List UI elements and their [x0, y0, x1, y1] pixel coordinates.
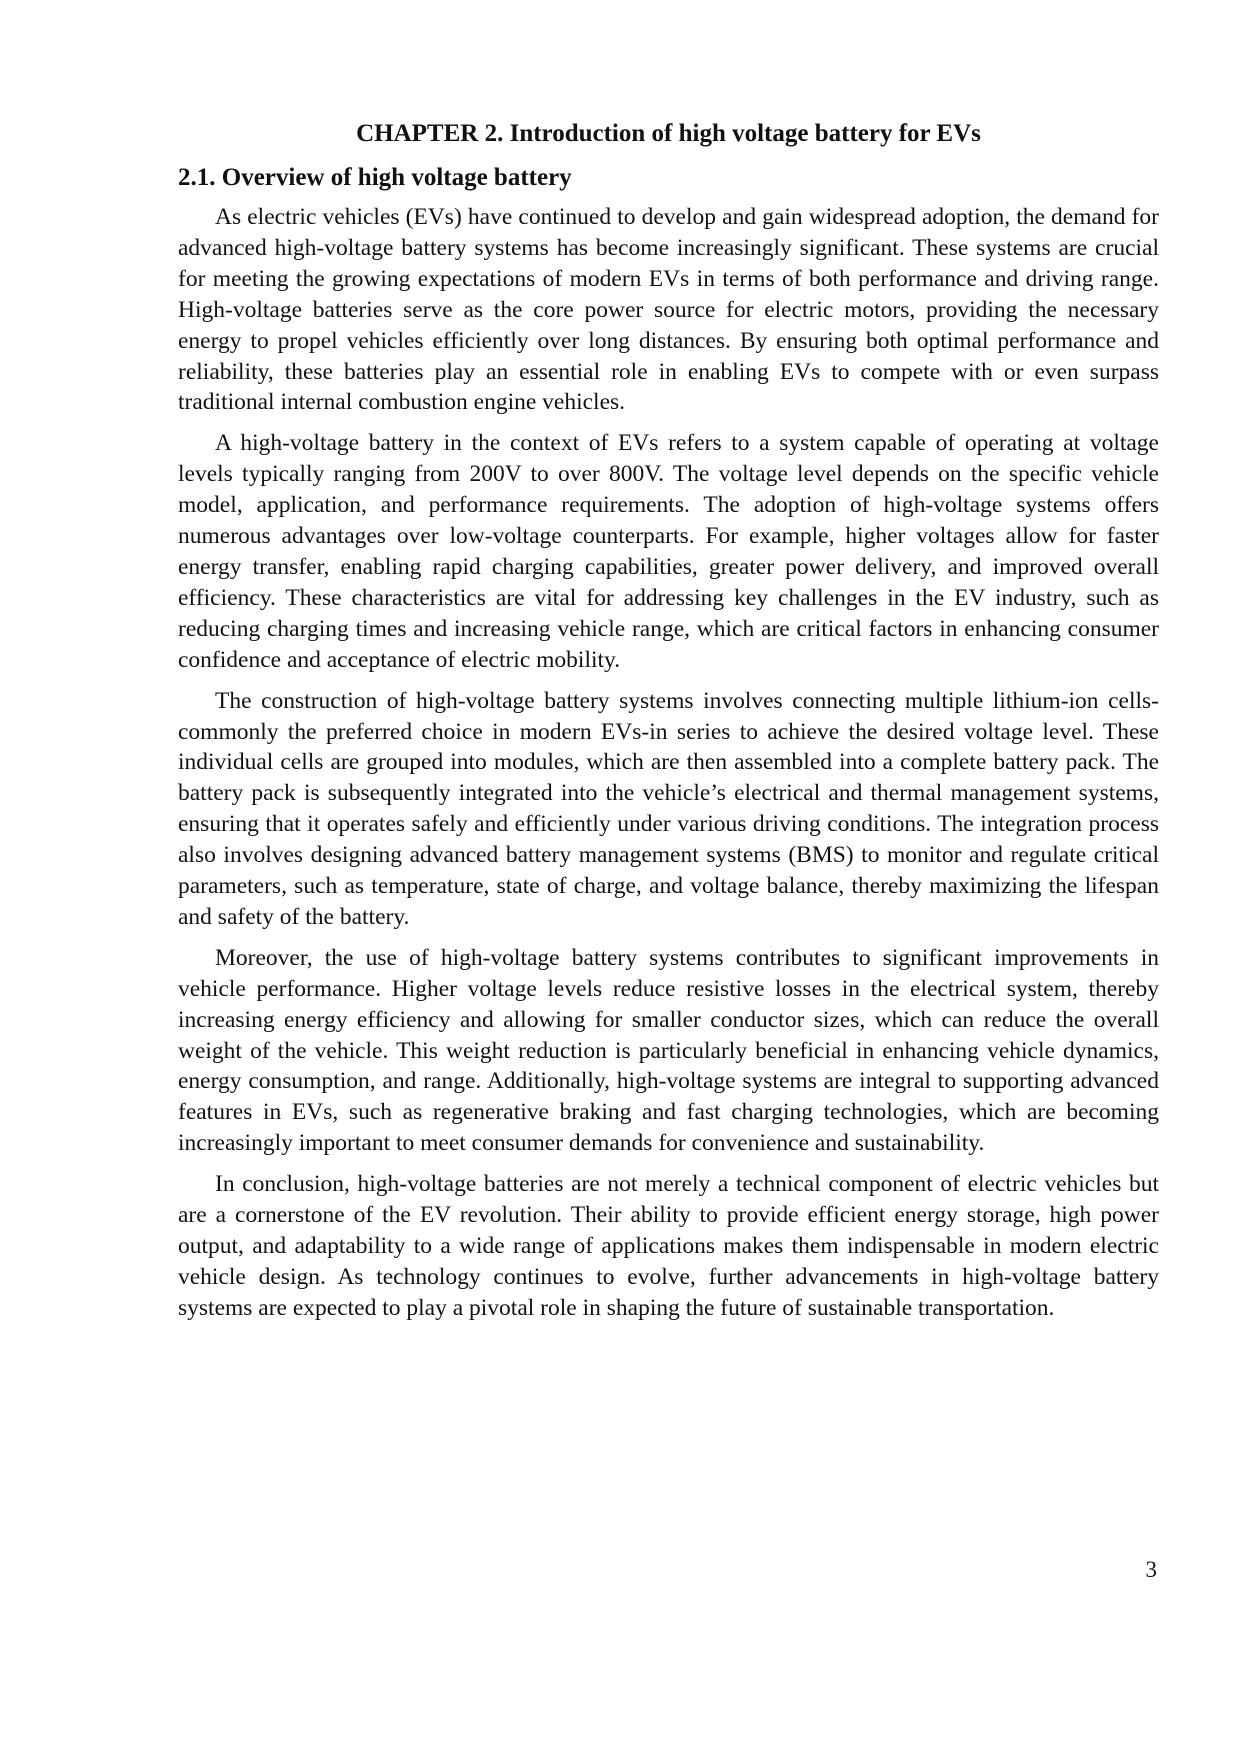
- paragraph-overview-intro: As electric vehicles (EVs) have continued to develop and gain widespread adoption, the demand for advanced high-voltage battery systems has become increasingly significant. These systems are crucial for meeting the growing expectations of modern EVs in terms of both performance and driving range. High-voltage batteries serve as the core power source for electric motors, providing the necessary energy to propel vehicles efficiently over long distances. By ensuring both optimal performance and reliability, these batteries play an essential role in enabling EVs to compete with or even surpass traditional internal combustion engine vehicles.: [178, 204, 1159, 416]
- paragraph-performance: Moreover, the use of high-voltage battery systems contributes to significant improvements in vehicle performance. Higher voltage levels reduce resistive losses in the electrical system, thereby increasing energy efficiency and allowing for smaller conductor sizes, which can reduce the overall weight of the vehicle. This weight reduction is particularly beneficial in enhancing vehicle dynamics, energy consumption, and range. Additionally, high-voltage systems are integral to supporting advanced features in EVs, such as regenerative braking and fast charging technologies, which are becoming increasingly important to meet consumer demands for convenience and sustainability.: [178, 944, 1159, 1157]
- page-number: 3: [1145, 1557, 1157, 1582]
- section-heading: 2.1. Overview of high voltage battery: [178, 164, 572, 191]
- paragraph-conclusion: In conclusion, high-voltage batteries are not merely a technical component of electric vehicles but are a cornerstone of the EV revolution. Their ability to provide efficient energy storage, high power output, and adaptability to a wide range of applications makes them indispensable in modern electric vehicle design. As technology continues to evolve, further advancements in high-voltage battery systems are expected to play a pivotal role in shaping the future of sustainable transportation.: [178, 1171, 1159, 1321]
- chapter-title: CHAPTER 2. Introduction of high voltage battery for EVs: [356, 120, 981, 147]
- paragraph-construction: The construction of high-voltage battery systems involves connecting multiple lithium-ion cells-commonly the preferred choice in modern EVs-in series to achieve the desired voltage level. These individual cells are grouped into modules, which are then assembled into a complete battery pack. The battery pack is subsequently integrated into the vehicle’s electrical and thermal management systems, ensuring that it operates safely and efficiently under various driving conditions. The integration process also involves designing advanced battery management systems (BMS) to monitor and regulate critical parameters, such as temperature, state of charge, and voltage balance, thereby maximizing the lifespan and safety of the battery.: [178, 687, 1159, 930]
- page-content: [178, 118, 1159, 1334]
- paragraph-voltage-definition: A high-voltage battery in the context of EVs refers to a system capable of operating at voltage levels typically ranging from 200V to over 800V. The voltage level depends on the specific vehicle model, application, and performance requirements. The adoption of high-voltage systems offers numerous advantages over low-voltage counterparts. For example, higher voltages allow for faster energy transfer, enabling rapid charging capabilities, greater power delivery, and improved overall efficiency. These characteristics are vital for addressing key challenges in the EV industry, such as reducing charging times and increasing vehicle range, which are critical factors in enhancing consumer confidence and acceptance of electric mobility.: [178, 430, 1159, 673]
